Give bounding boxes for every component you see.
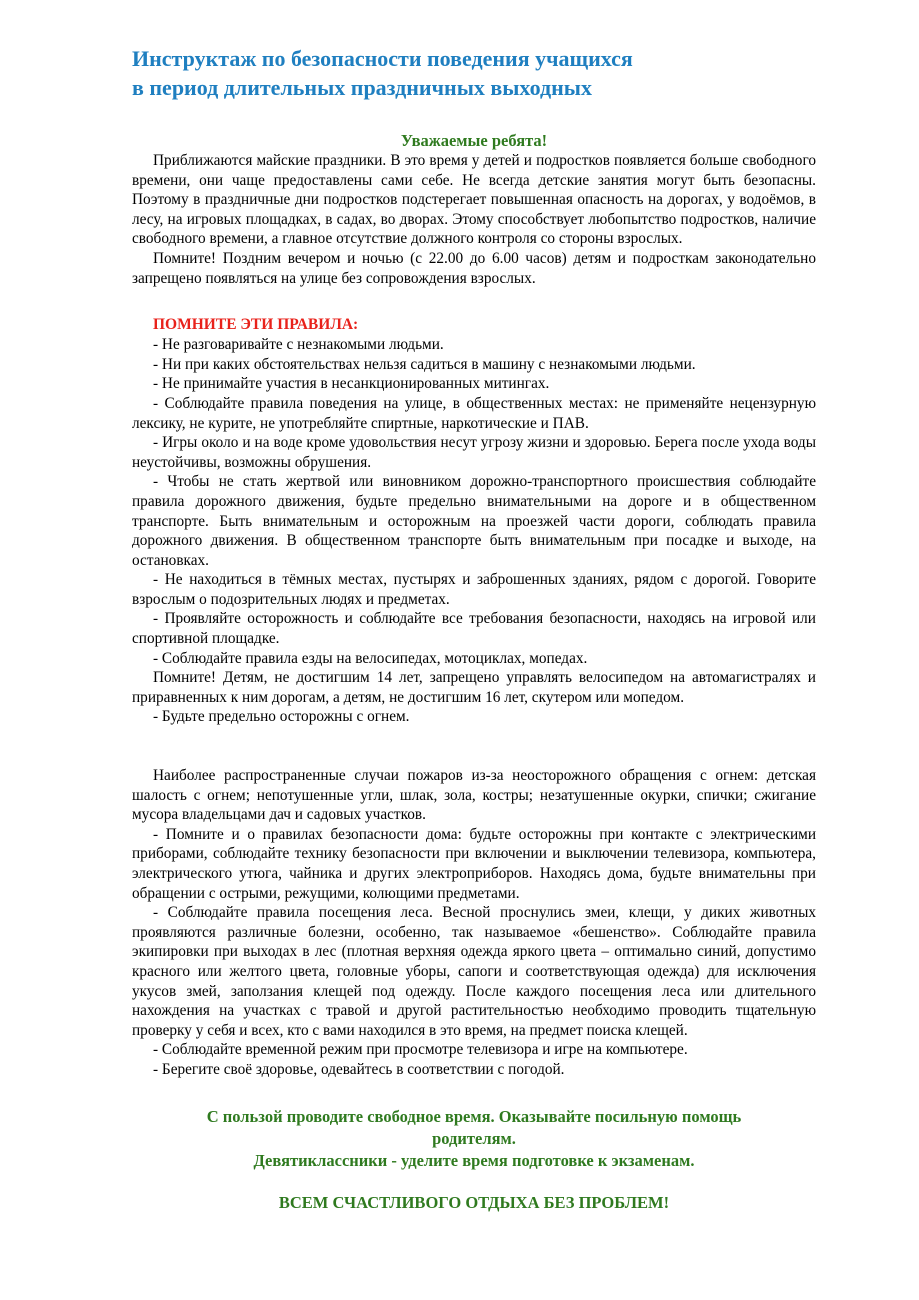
- rule-item: - Ни при каких обстоятельствах нельзя садиться в машину с незнакомыми людьми.: [153, 355, 696, 373]
- closing-line-1: С пользой проводите свободное время. Оказывайте посильную помощь: [206, 1106, 742, 1126]
- forest-safety-paragraph: - Соблюдайте правила посещения леса. Весной проснулись змеи, клещи, у диких животных проявляются различные болезни, особенно, так называемое «бешенство». Соблюдайте правила экипировки при выходах в лес (плотная верхняя одежда яркого цвета – оптимально синий, допустимо красного или желтого цвета, головные уборы, сапоги и соответствующая одежда) для исключения укусов змей, заползания клещей под одежду. После каждого посещения леса или длительного нахождения на участках с травой и другой растительностью необходимо проводить тщательную проверку у себя и всех, кто с вами находился в это время, на предмет поиска клещей.: [132, 904, 816, 1039]
- fire-paragraph: Наиболее распространенные случаи пожаров из-за неосторожного обращения с огнем: детская шалость с огнем; непотушенные угли, шлак, зола, костры; незатушенные окурки, спички; сжигание мусора владельцами дач и садовых участков.: [132, 767, 816, 824]
- closing-block: [132, 1106, 816, 1172]
- title-line-2: в период длительных праздничных выходных: [132, 75, 592, 100]
- rule-item: - Соблюдайте правила поведения на улице, в общественных местах: не применяйте нецензурную лексику, не курите, не употребляйте спиртные, наркотические и ПАВ.: [132, 394, 816, 432]
- home-safety-paragraph: - Помните и о правилах безопасности дома: будьте осторожны при контакте с электрическими приборами, соблюдайте технику безопасности при включении и выключении телевизора, компьютера, электрического утюга, чайника и других электроприборов. Находясь дома, будьте внимательны при обращении с острыми, режущими, колющими предметами.: [132, 825, 816, 902]
- rule-item: - Не разговаривайте с незнакомыми людьми.: [153, 336, 444, 354]
- intro-paragraph-1: Приближаются майские праздники. В это время у детей и подростков появляется больше свободного времени, они чаще предоставлены сами себе. Не всегда детские занятия могут быть безопасны. Поэтому в праздничные дни подростков подстерегает повышенная опасность на дорогах, у водоёмов, в лесу, на игровых площадках, в садах, во дворах. Этому способствует любопытство подростков, наличие свободного времени, а главное отсутствие должного контроля со стороны взрослых.: [132, 152, 816, 248]
- rule-item: - Не находиться в тёмных местах, пустырях и заброшенных зданиях, рядом с дорогой. Говорите взрослым о подозрительных людях и предметах.: [132, 571, 816, 608]
- rule-item: - Соблюдайте правила езды на велосипедах, мотоциклах, мопедах.: [153, 649, 588, 667]
- final-wish: ВСЕМ СЧАСТЛИВОГО ОТДЫХА БЕЗ ПРОБЛЕМ!: [278, 1192, 670, 1212]
- screen-time-paragraph: - Соблюдайте временной режим при просмотре телевизора и игре на компьютере.: [153, 1041, 688, 1059]
- rule-item: - Игры около и на воде кроме удовольствия несут угрозу жизни и здоровью. Берега после ухода воды неустойчивы, возможны обрушения.: [132, 434, 816, 471]
- rule-item: - Чтобы не стать жертвой или виновником дорожно-транспортного происшествия соблюдайте правила дорожного движения, будьте предельно внимательными на дороге и в общественном транспорте. Быть внимательным и осторожным на проезжей части дороги, соблюдать правила дорожного движения. В общественном транспорте быть внимательным при посадке и выходе, на остановках.: [132, 473, 816, 569]
- rule-item: Помните! Детям, не достигшим 14 лет, запрещено управлять велосипедом на автомагистралях и приравненных к ним дорогам, а детям, не достигшим 16 лет, скутером или мопедом.: [132, 669, 816, 706]
- intro-paragraph-2: Помните! Поздним вечером и ночью (с 22.00 до 6.00 часов) детям и подросткам законодательно запрещено появляться на улице без сопровождения взрослых.: [132, 249, 816, 287]
- title-line-1: Инструктаж по безопасности поведения учащихся: [132, 46, 633, 71]
- rules-heading: ПОМНИТЕ ЭТИ ПРАВИЛА:: [153, 316, 359, 334]
- document-title: [132, 44, 816, 102]
- document-page: [132, 44, 816, 1214]
- rule-item: - Проявляйте осторожность и соблюдайте все требования безопасности, находясь на игровой или спортивной площадке.: [132, 610, 816, 648]
- greeting-heading: Уважаемые ребята!: [400, 131, 548, 150]
- rule-item: - Будьте предельно осторожны с огнем.: [153, 708, 410, 726]
- section-spacer: [132, 727, 816, 766]
- closing-line-2: родителям.: [432, 1128, 516, 1148]
- closing-line-3: Девятиклассники - уделите время подготовке к экзаменам.: [253, 1150, 695, 1170]
- health-paragraph: - Берегите своё здоровье, одевайтесь в соответствии с погодой.: [153, 1060, 565, 1078]
- rule-item: - Не принимайте участия в несанкционированных митингах.: [153, 375, 550, 393]
